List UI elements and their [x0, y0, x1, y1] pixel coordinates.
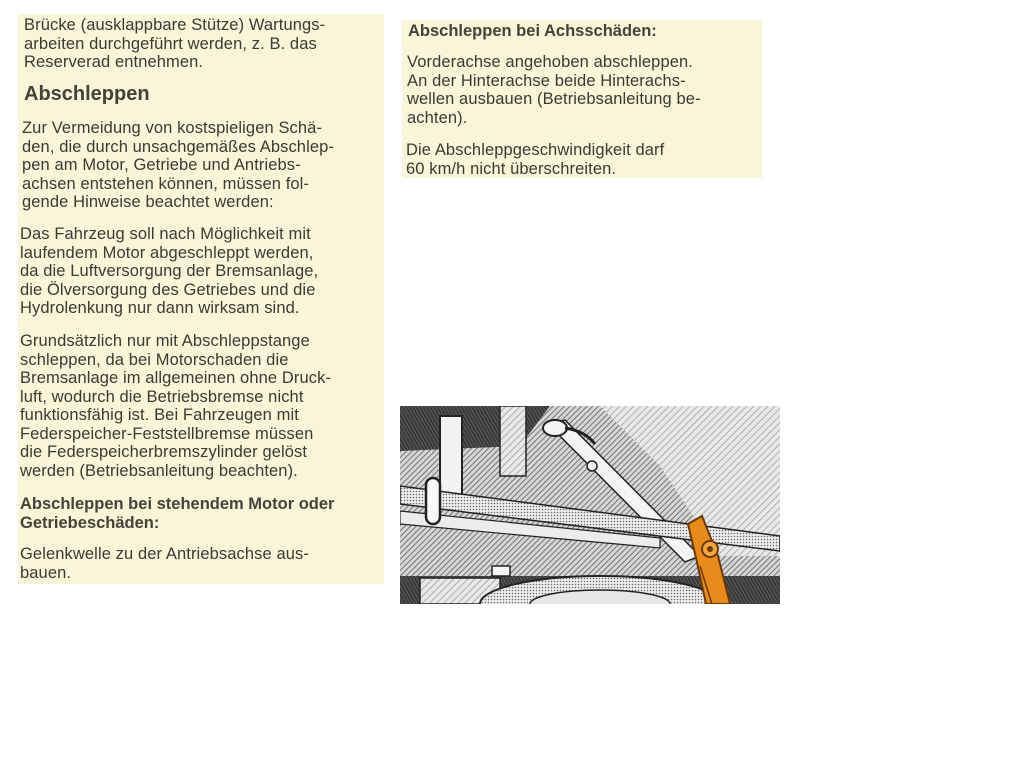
- subheading-achsschaeden: Abschleppen bei Achsschäden:: [408, 22, 657, 40]
- intro-paragraph: Brücke (ausklappbare Stütze) Wartungs- arbeiten durchgeführt werden, z. B. das Reserverad entnehmen.: [24, 16, 326, 71]
- paragraph-vorderachse: Vorderachse angehoben abschleppen. An der Hinterachse beide Hinterachs- wellen ausbauen (Betriebsanleitung be- achten).: [407, 53, 701, 127]
- paragraph-abschleppstange: Grundsätzlich nur mit Abschleppstange schleppen, da bei Motorschaden die Bremsanlage im allgemeinen ohne Druck- luft, wodurch die Betriebsbremse nicht funktionsfähig ist. Bei Fahrzeugen mit Federspeicher-Feststellbremse müssen die Federspeicherbremszylinder gelöst werden (Betriebsanleitung beachten).: [20, 332, 332, 480]
- paragraph-geschwindigkeit: Die Abschleppgeschwindigkeit darf 60 km/h nicht überschreiten.: [406, 141, 665, 178]
- paragraph-gelenkwelle: Gelenkwelle zu der Antriebsachse aus- bauen.: [20, 545, 309, 582]
- paragraph-laufender-motor: Das Fahrzeug soll nach Möglichkeit mit laufendem Motor abgeschleppt werden, da die Luftversorgung der Bremsanlage, die Ölversorgung des Getriebes und die Hydrolenkung nur dann wirksam sind.: [20, 225, 319, 317]
- subheading-stehender-motor: Abschleppen bei stehendem Motor oder Getriebeschäden:: [20, 495, 335, 532]
- towing-illustration: [400, 406, 780, 604]
- section-heading-abschleppen: Abschleppen: [24, 83, 150, 105]
- paragraph-vermeidung: Zur Vermeidung von kostspieligen Schä- den, die durch unsachgemäßes Abschlep- pen am Motor, Getriebe und Antriebs- achsen entstehen können, müssen fol- gende Hinweise beachtet werden:: [22, 119, 334, 211]
